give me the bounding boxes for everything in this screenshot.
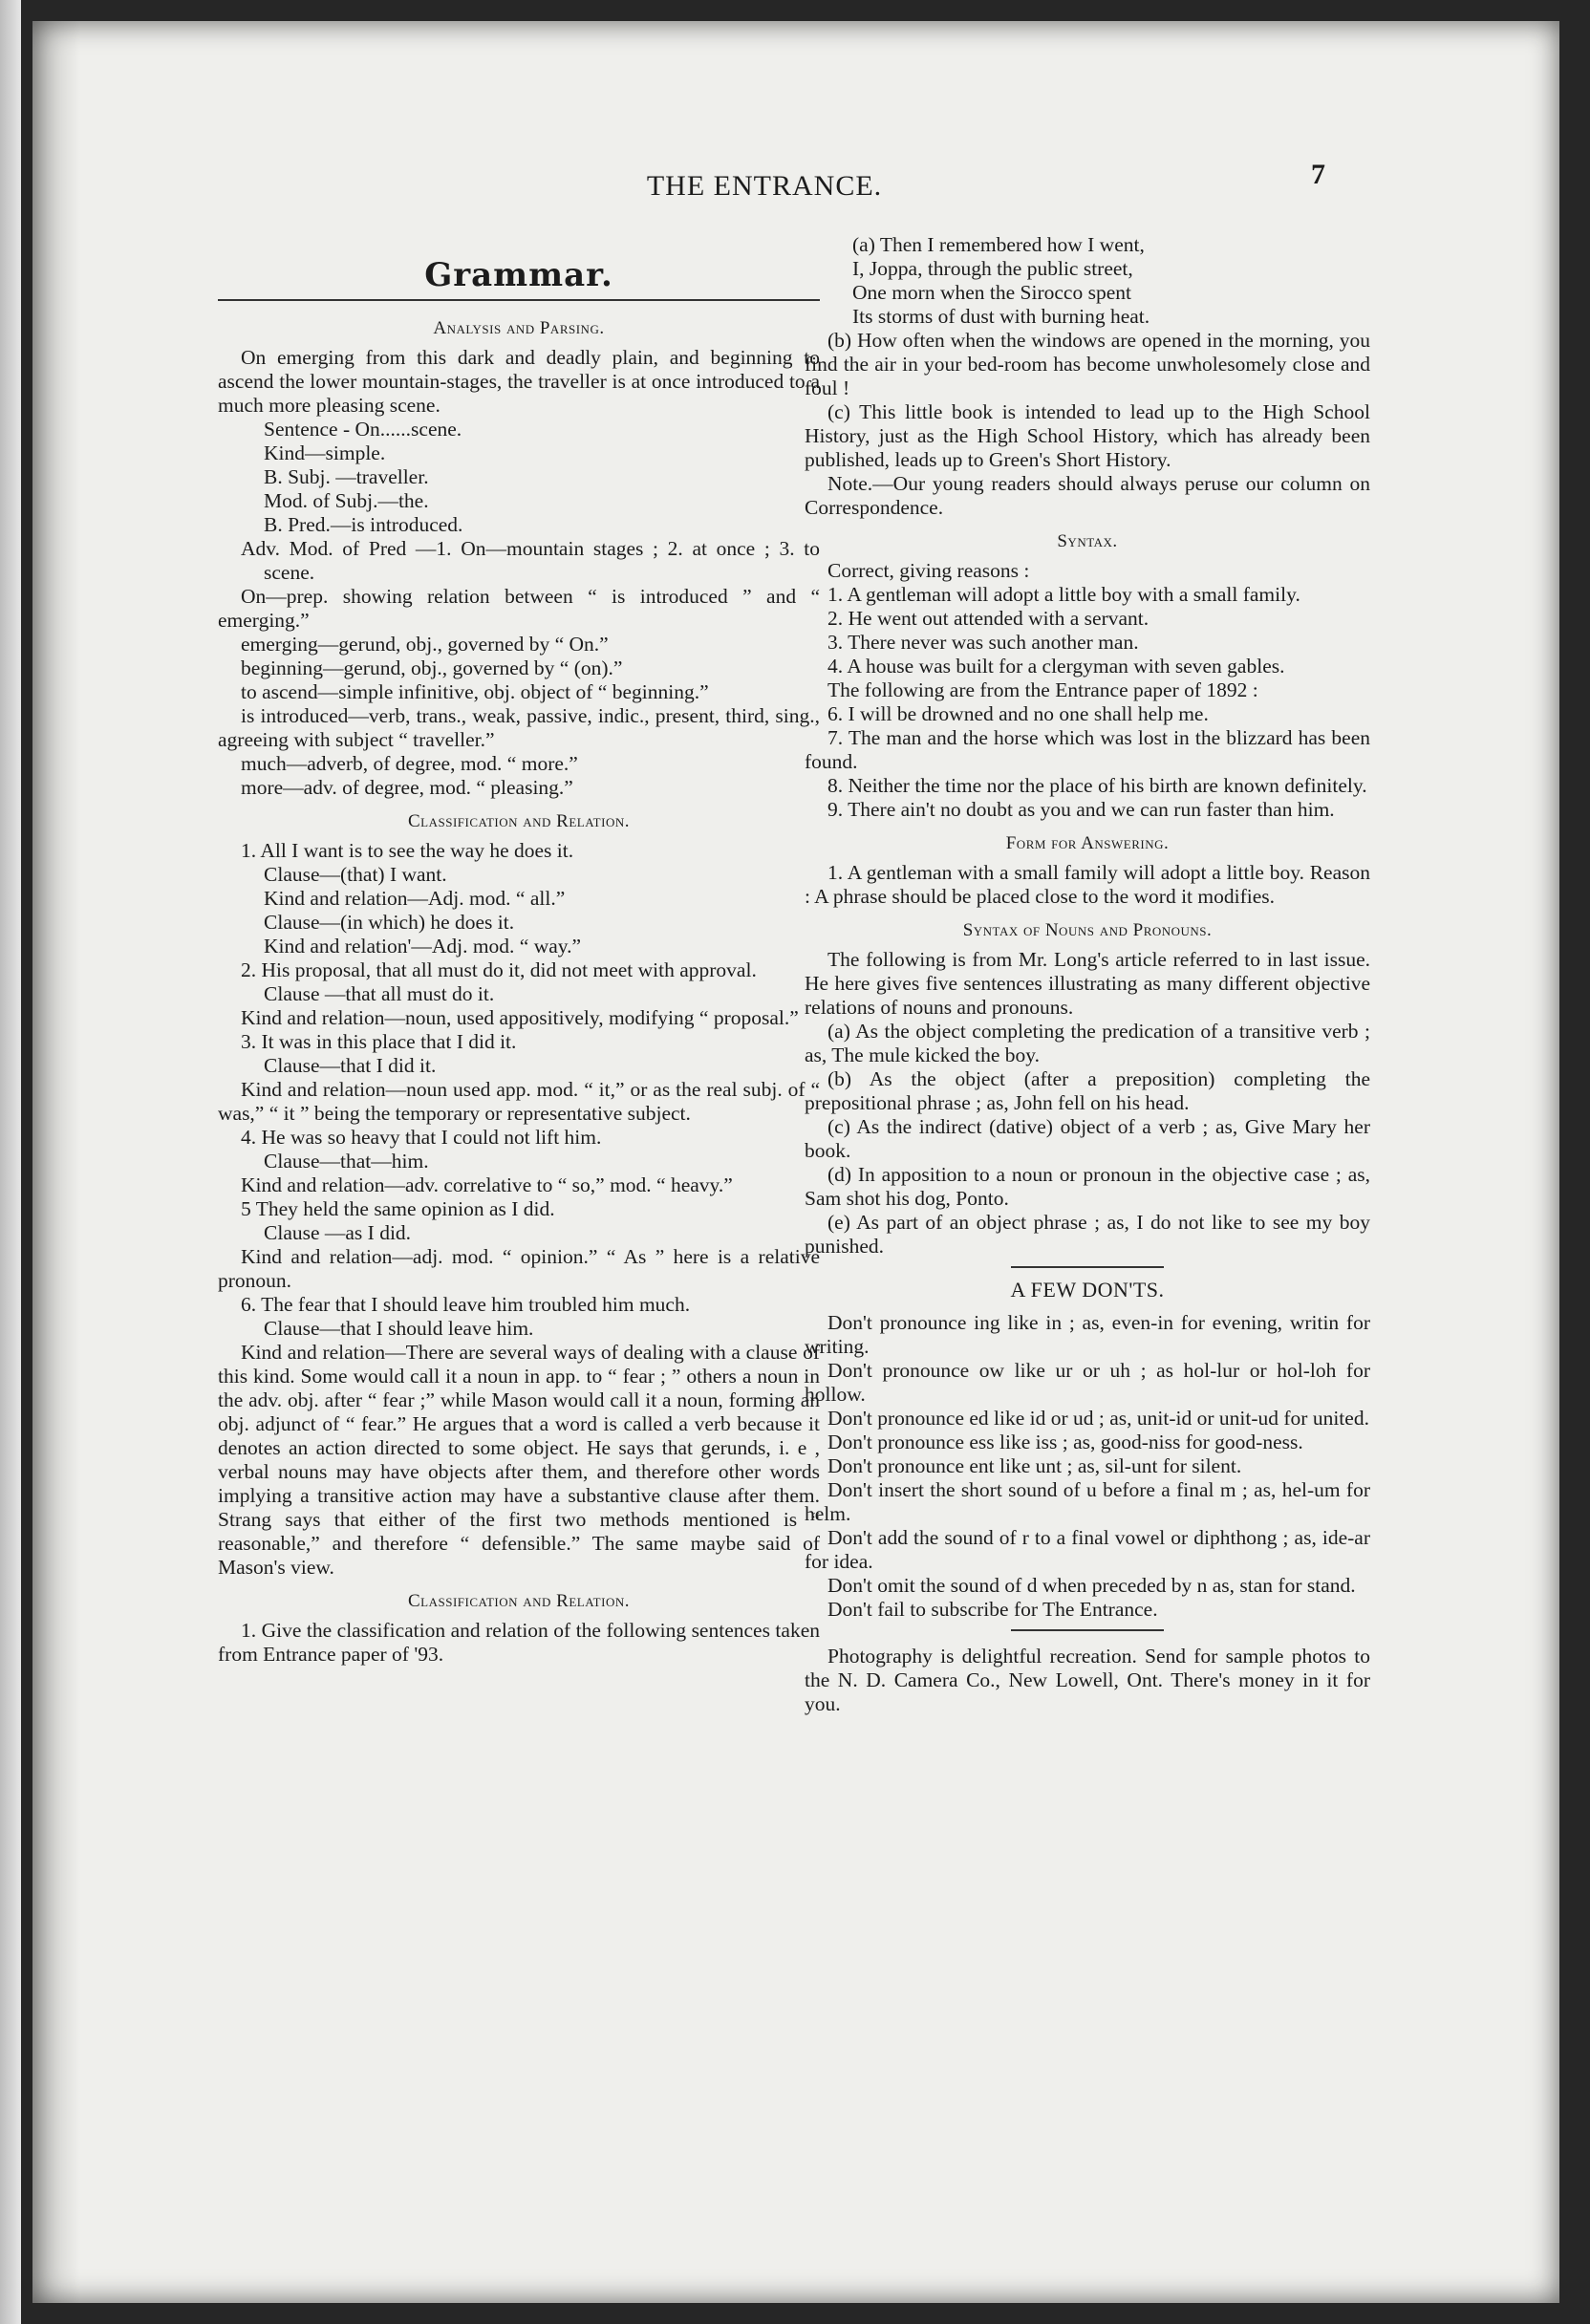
nouns-intro: The following is from Mr. Long's article referred to in last issue. He here gives five sentences illustrating as many different objective relations of nouns and pronouns. (805, 948, 1370, 1019)
example-line: Clause —that all must do it. (264, 982, 495, 1005)
exercise-sentence: (b) How often when the windows are opened in the morning, you find the air in your bed-room has become unwholesomely close and foul ! (805, 329, 1370, 399)
example-sentence: 2. His proposal, that all must do it, did not meet with approval. (241, 958, 757, 981)
example-line: Clause—(that) I want. (264, 863, 447, 886)
nouns-item: (b) As the object (after a preposition) completing the prepositional phrase ; as, John fell on his head. (805, 1067, 1370, 1114)
syntax-item: 2. He went out attended with a servant. (827, 607, 1150, 630)
syntax-item: 7. The man and the horse which was lost in the blizzard has been found. (805, 726, 1370, 773)
dont-item: Don't omit the sound of d when preceded by n as, stan for stand. (827, 1574, 1356, 1597)
note: Note.—Our young readers should always peruse our column on Correspondence. (805, 472, 1370, 519)
parsing-line: beginning—gerund, obj., governed by “ (on).” (241, 656, 623, 679)
example-sentence: 1. All I want is to see the way he does it. (241, 839, 574, 862)
subheading-syntax: Syntax. (1057, 531, 1118, 551)
dont-item: Don't insert the short sound of u before a final m ; as, hel-um for helm. (805, 1478, 1370, 1525)
example-line: Kind and relation—adv. correlative to “ so,” mod. “ heavy.” (241, 1173, 733, 1196)
answer-form: 1. A gentleman with a small family will adopt a little boy. Reason : A phrase should be placed close to the word it modifies. (805, 861, 1370, 908)
example-line: Kind and relation—Adj. mod. “ all.” (264, 887, 566, 910)
parsing-line: to ascend—simple infinitive, obj. object of “ beginning.” (241, 680, 709, 703)
analysis-line: B. Subj. —traveller. (264, 465, 429, 488)
example-discussion: Kind and relation—There are several ways of dealing with a clause of this kind. Some would call it a noun in app. to “ fear ; ” others a noun in the adv. obj. after “ fear ;” while Mason would call it a noun, forming an obj. adjunct of “ fear.” He argues that a word is called a verb because it denotes an action directed to some object. He says that gerunds, i. e , verbal nouns may have objects after them, and therefore other words implying a transitive action may have a substantive clause after them. Strang says that either of the first two methods mentioned is “ reasonable,” and therefore “ defensible.” The same maybe said of Mason's view. (218, 1341, 820, 1579)
subheading-analysis: Analysis and Parsing. (433, 318, 605, 338)
subheading-classification: Classification and Relation. (408, 811, 630, 831)
poem-line: I, Joppa, through the public street, (852, 257, 1133, 280)
nouns-item: (a) As the object completing the predication of a transitive verb ; as, The mule kicked the boy. (805, 1020, 1370, 1066)
subheading-form: Form for Answering. (1005, 833, 1170, 853)
section-heading-grammar: Grammar. (424, 256, 613, 294)
section-divider (1011, 1629, 1164, 1631)
subheading-syntax-nouns: Syntax of Nouns and Pronouns. (962, 920, 1213, 940)
parsing-line: is introduced—verb, trans., weak, passive, indic., present, third, sing., agreeing with subject “ traveller.” (218, 704, 820, 751)
syntax-item: 1. A gentleman will adopt a little boy with a small family. (827, 583, 1300, 606)
nouns-item: (c) As the indirect (dative) object of a verb ; as, Give Mary her book. (805, 1115, 1370, 1162)
scan-margin (0, 0, 21, 2324)
camera-advertisement: Photography is delightful recreation. Send for sample photos to the N. D. Camera Co., New Lowell, Ont. There's money in it for you. (805, 1645, 1370, 1715)
example-line: Clause—that I should leave him. (264, 1317, 534, 1340)
syntax-item: 8. Neither the time nor the place of his birth are known definitely. (827, 774, 1367, 797)
example-sentence: 6. The fear that I should leave him troubled him much. (241, 1293, 691, 1316)
exercise-sentence: (c) This little book is intended to lead up to the High School History, just as the High School History, which has already been published, leads up to Green's Short History. (805, 400, 1370, 471)
poem-excerpt (805, 233, 1370, 329)
right-column (805, 233, 1370, 1716)
nouns-item: (e) As part of an object phrase ; as, I do not like to see my boy punished. (805, 1211, 1370, 1258)
syntax-item: 9. There ain't no doubt as you and we can run faster than him. (827, 798, 1335, 821)
parsing-line: On—prep. showing relation between “ is introduced ” and “ emerging.” (218, 585, 820, 632)
example-sentence: 4. He was so heavy that I could not lift him. (241, 1126, 602, 1149)
section-divider (1011, 1266, 1164, 1268)
example-line: Clause —as I did. (264, 1221, 412, 1244)
dont-item: Don't add the sound of r to a final vowel or diphthong ; as, ide-ar for idea. (805, 1526, 1370, 1573)
example-sentence: 3. It was in this place that I did it. (241, 1030, 517, 1053)
poem-line: Its storms of dust with burning heat. (852, 305, 1150, 328)
analysis-line: Adv. Mod. of Pred —1. On—mountain stages ; 2. at once ; 3. to scene. (241, 537, 820, 584)
parsing-line: much—adverb, of degree, mod. “ more.” (241, 752, 578, 775)
analysis-line: Kind—simple. (264, 441, 386, 464)
example-line: Kind and relation'—Adj. mod. “ way.” (264, 935, 582, 958)
dont-item: Don't pronounce ent like unt ; as, sil-unt for silent. (827, 1454, 1242, 1477)
analysis-line: B. Pred.—is introduced. (264, 513, 463, 536)
syntax-item: 3. There never was such another man. (827, 631, 1139, 654)
dont-item: Don't fail to subscribe for The Entrance. (827, 1598, 1158, 1621)
example-line: Clause—that—him. (264, 1150, 429, 1173)
example-line: Kind and relation—noun, used appositively, modifying “ proposal.” (241, 1006, 799, 1029)
example-sentence: 5 They held the same opinion as I did. (241, 1197, 555, 1220)
nouns-item: (d) In apposition to a noun or pronoun in the objective case ; as, Sam shot his dog, Ponto. (805, 1163, 1370, 1210)
example-line: Kind and relation—adj. mod. “ opinion.” “ As ” here is a relative pronoun. (218, 1245, 820, 1292)
parsing-line: emerging—gerund, obj., governed by “ On.” (241, 633, 609, 656)
poem-line: One morn when the Sirocco spent (852, 281, 1131, 304)
dont-item: Don't pronounce ess like iss ; as, good-niss for good-ness. (827, 1431, 1303, 1453)
example-line: Kind and relation—noun used app. mod. “ it,” or as the real subj. of “ was,” “ it ” being the temporary or representative subject. (218, 1078, 820, 1125)
analysis-line: Sentence - On......scene. (264, 418, 462, 441)
heading-rule (218, 299, 820, 301)
page-fold-shadow (32, 21, 80, 2303)
syntax-item: The following are from the Entrance paper of 1892 : (827, 678, 1258, 701)
dont-item: Don't pronounce ed like id or ud ; as, unit-id or unit-ud for united. (827, 1407, 1369, 1430)
page-number: 7 (1311, 159, 1325, 190)
syntax-item: 6. I will be drowned and no one shall help me. (827, 702, 1209, 725)
example-line: Clause—that I did it. (264, 1054, 437, 1077)
running-head: THE ENTRANCE. (646, 170, 883, 202)
left-column (218, 256, 820, 1667)
analysis-line: Mod. of Subj.—the. (264, 489, 429, 512)
syntax-item: 4. A house was built for a clergyman with seven gables. (827, 655, 1285, 678)
parsing-line: more—adv. of degree, mod. “ pleasing.” (241, 776, 573, 799)
analysis-sentence: On emerging from this dark and deadly plain, and beginning to ascend the lower mountain-stages, the traveller is at once introduced to a much more pleasing scene. (218, 346, 820, 417)
exercise-instruction: 1. Give the classification and relation of the following sentences taken from Entrance paper of '93. (218, 1619, 820, 1666)
subheading-classification-2: Classification and Relation. (408, 1591, 630, 1611)
example-line: Clause—(in which) he does it. (264, 911, 515, 934)
section-heading-donts: A FEW DON'TS. (1010, 1278, 1165, 1302)
syntax-instruction: Correct, giving reasons : (827, 559, 1030, 582)
dont-item: Don't pronounce ow like ur or uh ; as hol-lur or hol-loh for hollow. (805, 1359, 1370, 1406)
dont-item: Don't pronounce ing like in ; as, even-in for evening, writin for writing. (805, 1311, 1370, 1358)
poem-line: (a) Then I remembered how I went, (852, 233, 1145, 256)
